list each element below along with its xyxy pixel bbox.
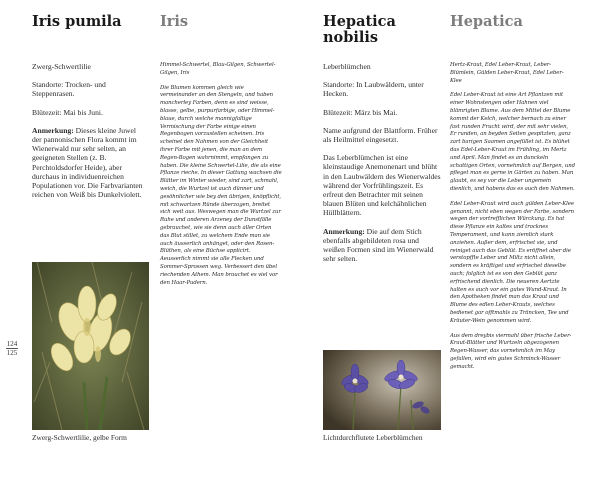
fraktur-names-right: Hertz-Kraut, Edel Leber-Kraut, Leber-Blümlein, Gülden Leber-Kraut, Edel Leber-Klee	[450, 62, 564, 84]
note-label-right: Anmerkung:	[323, 226, 365, 236]
hepatica-photo	[323, 350, 441, 430]
fraktur-body-left: Die Blumen kommen gleich wie vermeinander an den Stengeln, und haben mancherley Farben, denn es sind weisse, blasse, gelbe, purpurfarbige, oder Himmel-blaue, durch welche mannigfaltige Vermischung der Farbe einige einen Regenbogen vorzustellen scheinen. Iris scheinet den Nahmen von der Gleichheit ihrer Farbe mit jenen, die man an dem Regen-Bogen wahrnimmt, empfangen zu haben. Die kleine Schwertel-Lilie, die als eine Pflanze rieche. In dieser Gattung wachsen die Blätter im Winter wieder, sind zart, schmahl, weich, die Wurtzel ist auch dünner und gesöhnlicher wie bey den übrigen, knöpflicht, mit schwartzen Ründe überzogen, breitet sich weit aus. Weswegen man die Wurtzel zur Ruhe und anderen Arzeney der Dunstfälle gebrauchet, wie sie denn auch aller Orten das Blut stillet, zu welchem Ende man sie auch äusserlich anhänget, oder den Rosen-Blüthen, als eine Büchse applicirt. Aeusserlich nimmt sie alle Flecken und Sommer-Sprossen weg. Verbessert den übel riechenden Athem. Man brauchet es viel vor den Haar-Pudern.	[160, 84, 282, 286]
page-number-top: 124	[6, 340, 18, 348]
fraktur-names-left: Himmel-Schwertel, Blau-Gilgen, Schwertel-Gilgen, Iris	[160, 62, 276, 76]
right-description	[323, 62, 441, 272]
iris-caption: Zwerg-Schwertlilie, gelbe Form	[32, 433, 127, 442]
title-latin-right: Hepatica nobilis	[323, 13, 396, 46]
right-page	[300, 0, 600, 480]
common-name-left: Zwerg-Schwertlilie	[32, 62, 91, 71]
left-description	[32, 62, 145, 208]
para2-right: Das Leberblümchen ist eine kleinstaudige Anemonenart und blüht in den Laubwäldern des Wienerwaldes während der Vorfrühlingszeit. Es erfreut den Betrachter mit seinen blauen Blüten und kelchähnlichen Hüllblättern.	[323, 153, 441, 218]
title-fraktur-left: Iris	[160, 13, 189, 30]
left-historical-text	[160, 62, 282, 294]
note-label-left: Anmerkung:	[32, 125, 74, 135]
title-latin-left: Iris pumila	[32, 13, 122, 30]
note-left	[32, 126, 145, 200]
title-fraktur-right: Hepatica	[450, 13, 523, 30]
fraktur-body2-right: Edel Leber-Kraut wird auch gülden Leber-Klee genannt, nicht eben wegen der Farbe, sondern wegen der vortrefflichen Würckung. Es hat diese Pflanze ein kaltes und trocknes Temperament, und kann ziemlich stark anziehen. Außer dem, erfrischet sie, und reiniget auch das Geblüt. Es eröffnet aber die verstopffte Leber und Miltz nicht allein, sondern es kräftiget und erfrischet dieselbe auch; folglich ist es von den Geblüt ganz erfrischend dienlich. Die neueren Aertzte halten es auch vor ein gutes Wund-Kraut. In den Apotheken findet man das Kraut und Blume des edlen Leber-Krauts, welches bedienet gar offtmahls zu Träncken, Tee und Kräuter-Wein genommen wird.	[450, 200, 575, 324]
page-numbers	[6, 340, 18, 357]
note-right	[323, 227, 441, 264]
hepatica-caption: Lichtdurchflutete Leberblümchen	[323, 433, 423, 442]
note-text-right: Die auf dem Stich ebenfalls abgebildeten rosa und weißen Formen sind im Wienerwald sehr selten.	[323, 226, 434, 264]
para1-right: Name aufgrund der Blattform. Früher als Heilmittel eingesetzt.	[323, 125, 438, 145]
fraktur-body1-right: Edel Leber-Kraut ist eine Art Pflantzen mit einer Wohnstengen oder Hahnen viel blämrigten Blume. Aus dem Mittel der Blume kommt der Kelch, welcher bernach zu einer fast runden Frucht wird, der mit sehr vielen, Er runden, an beyden Seiten gespitzten, ganz zart barigen Saamen angefüllet ist. Es blühet das Edel-Leber-Kraut im Frühling, im Mertz und April. Man findet es an dunckeln schattigen Orten, vornehmlich auf Bergen, und pfleget man es gerne in Gärten zu haben. Man glaubt, es sey vor die Leber ungemein dienlich, und habens das es auch den Nahmen.	[450, 92, 575, 192]
iris-photo	[32, 262, 149, 430]
right-historical-text	[450, 62, 575, 378]
habitat-right: Standorte: In Laubwäldern, unter Hecken.	[323, 80, 424, 99]
note-text-left: Dieses kleine Juwel der pannonischen Flora kommt im Wienerwald nur sehr selten, an geeigneten Stellen (z. B. Perchtoldsdorfer Heide), aber durchaus in individuenreichen Populationen vor. Die Farbvarianten reichen von Weiß bis Dunkelviolett.	[32, 125, 143, 200]
flowering-left: Blütezeit: Mai bis Juni.	[32, 107, 103, 117]
page-number-bottom: 125	[6, 349, 18, 357]
habitat-left: Standorte: Trocken- und Steppenrasen.	[32, 80, 106, 99]
flowering-right: Blütezeit: März bis Mai.	[323, 107, 398, 117]
fraktur-body3-right: Aus dem dreybis viermahl über frische Leber-Kraut-Blätter und Wurtzeln abgezogenen Regen-Wasser, das vornehmlich im May gefallen, wird ein gutes Schminck-Wasser gemacht.	[450, 332, 572, 370]
common-name-right: Leberblümchen	[323, 62, 371, 71]
